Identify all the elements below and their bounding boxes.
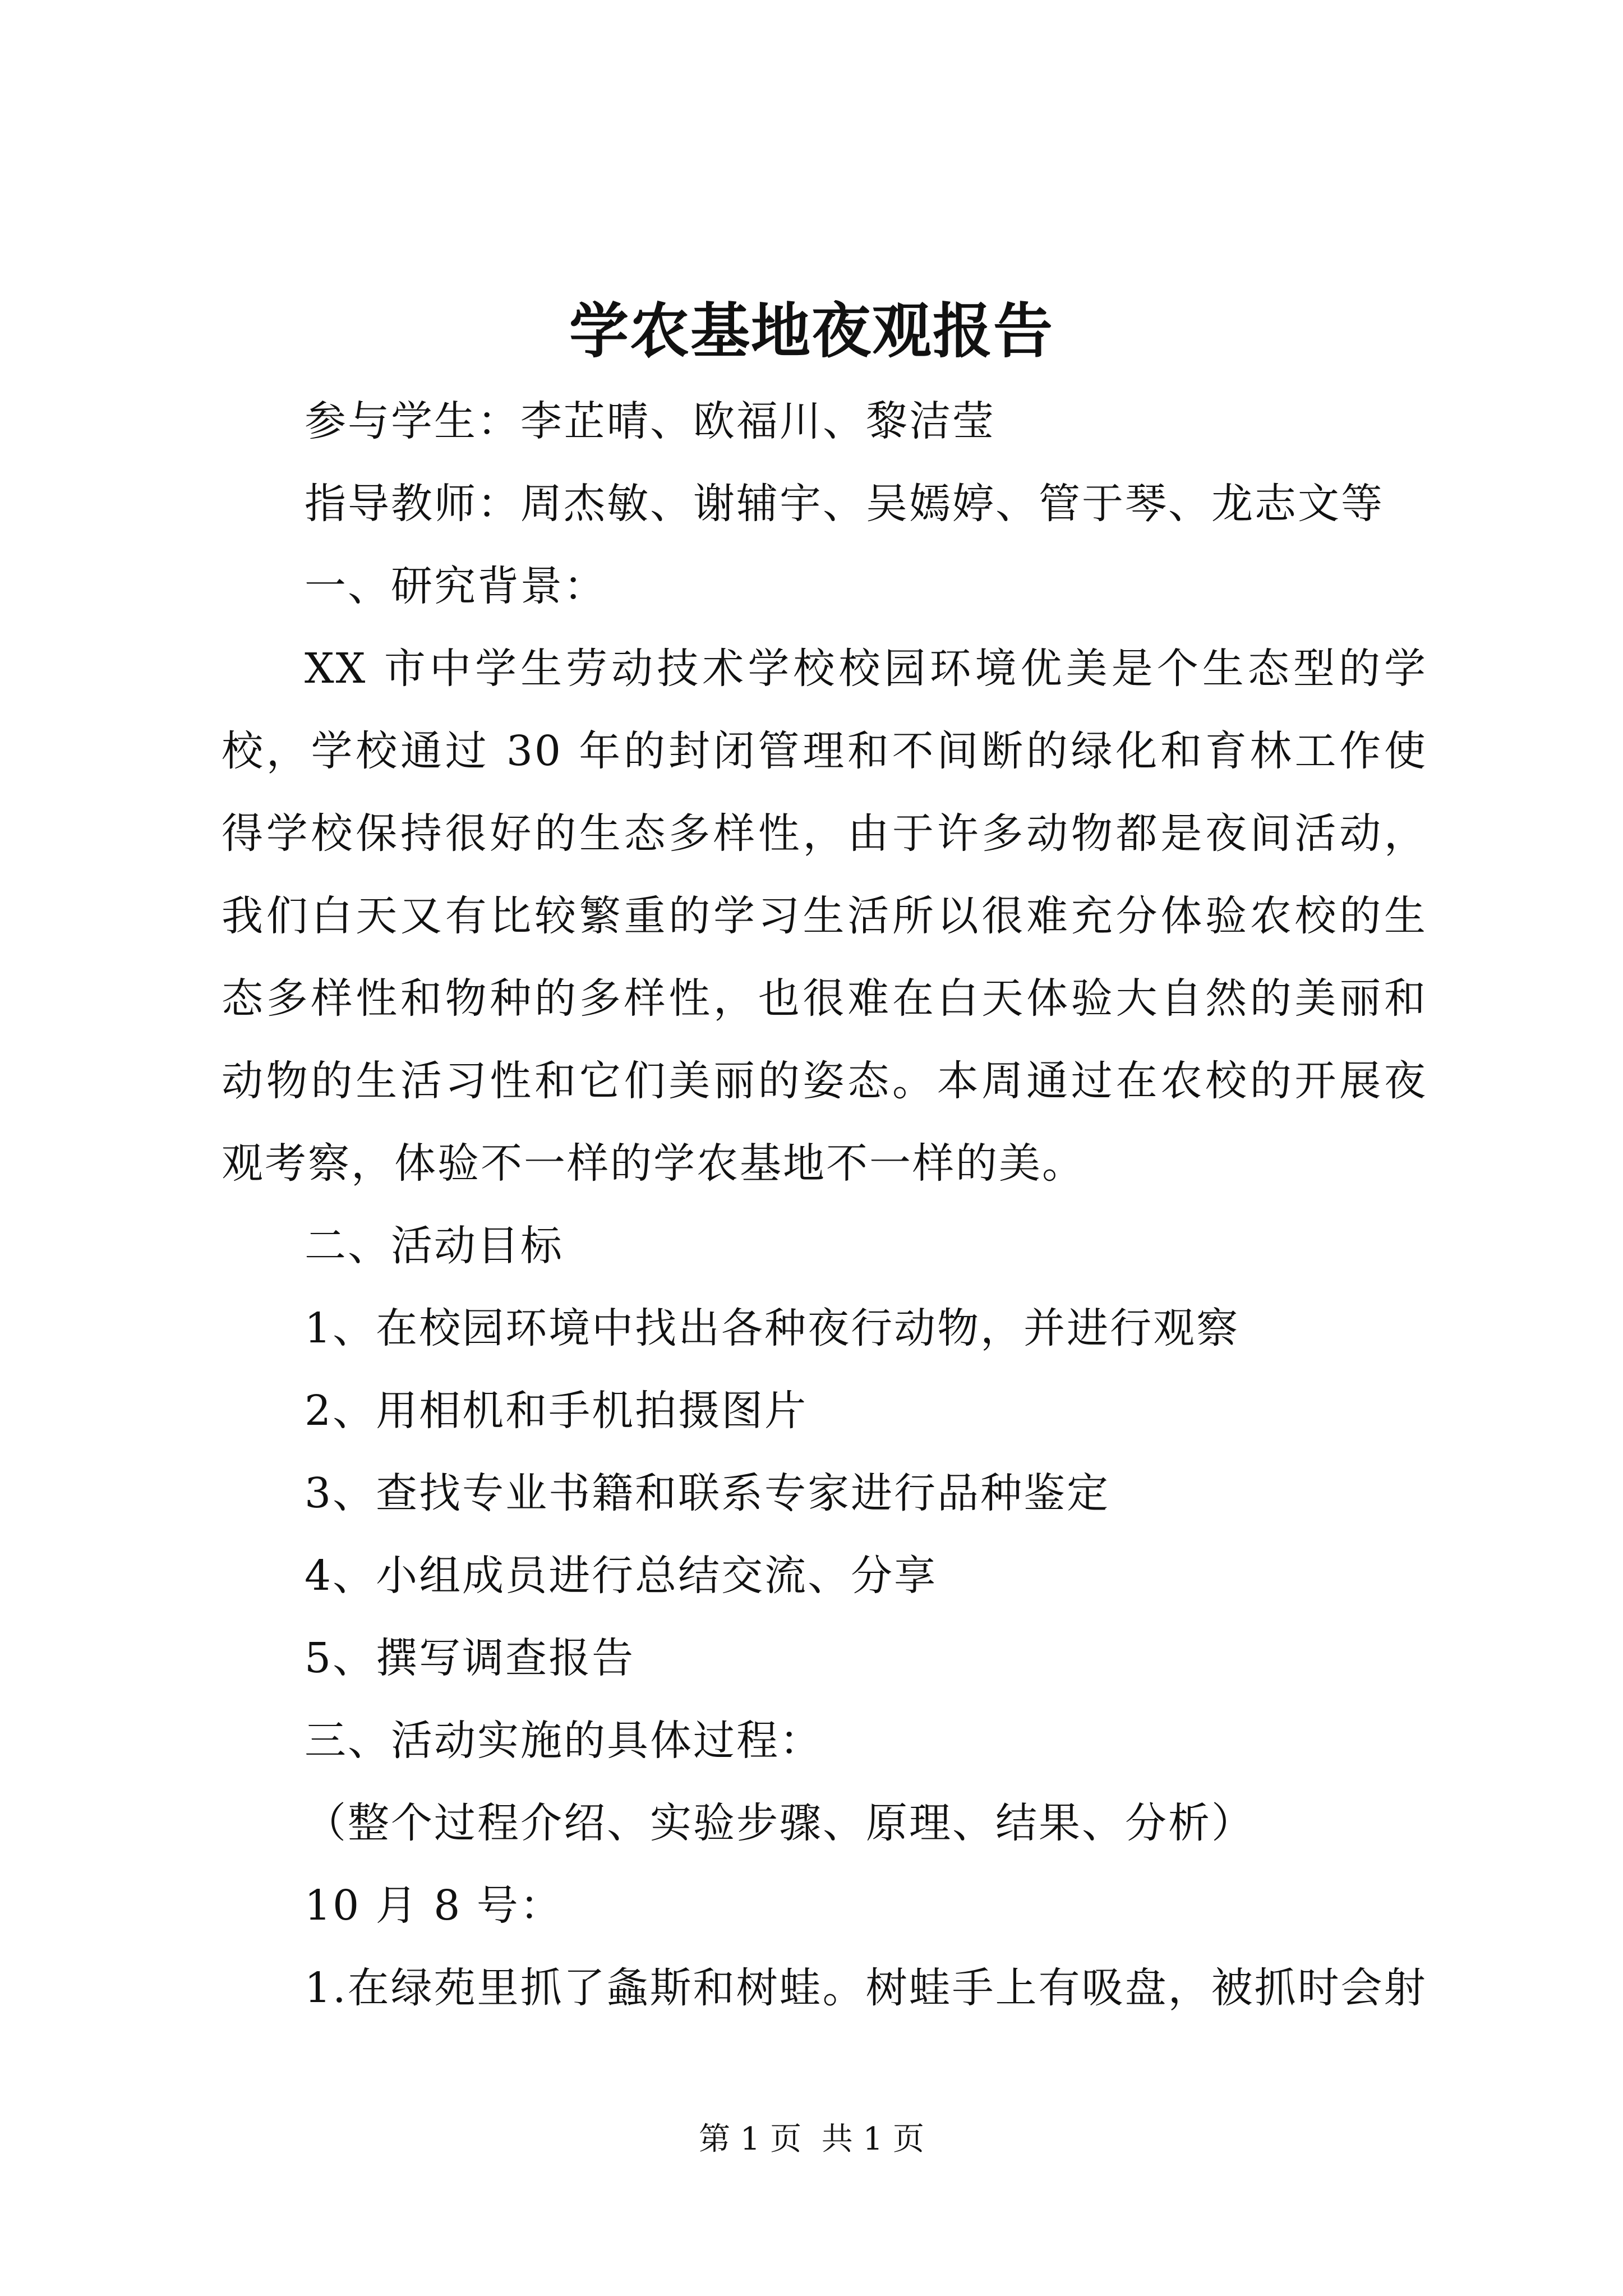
section-3-note: （整个过程介绍、实验步骤、原理、结果、分析） (305, 1799, 1255, 1847)
date-heading: 10 月 8 号： (305, 1881, 563, 1930)
page-indicator: 第 1 页 共 1 页 (698, 2121, 925, 2157)
section-2-heading: 二、活动目标 (305, 1222, 564, 1270)
section-1-paragraph: XX 市中学生劳动技术学校校园环境优美是个生态型的学校，学校通过 30 年的封闭管理和不间断的绿化和育林工作使得学校保持很好的生态多样性，由于许多动物都是夜间活动，我们白天又有比较繁重的学习生活所以很难充分体验农校的生态多样性和物种的多样性，也很难在白天体验大自然的美丽和动物的生活习性和它们美丽的姿态。本周通过在农校的开展夜观考察，体验不一样的学农基地不一样的美。 (222, 645, 1427, 1188)
section-3-heading: 三、活动实施的具体过程： (305, 1717, 823, 1765)
goal-item: 3、查找专业书籍和联系专家进行品种鉴定 (305, 1469, 1110, 1517)
observation-item: 1.在绿苑里抓了螽斯和树蛙。树蛙手上有吸盘，被抓时会射 (305, 1964, 1427, 2012)
teachers-line: 指导教师：周杰敏、谢辅宇、吴嫣婷、管于琴、龙志文等 (305, 480, 1384, 528)
document-title: 学农基地夜观报告 (569, 296, 1054, 366)
goal-item: 4、小组成员进行总结交流、分享 (305, 1552, 938, 1600)
document-body (222, 380, 1427, 2030)
participants-line: 参与学生：李芷晴、欧福川、黎洁莹 (305, 397, 995, 445)
goal-item: 5、撰写调查报告 (305, 1634, 635, 1682)
goal-item: 1、在校园环境中找出各种夜行动物，并进行观察 (305, 1304, 1240, 1352)
goal-item: 2、用相机和手机拍摄图片 (305, 1387, 808, 1435)
section-1-heading: 一、研究背景： (305, 562, 607, 610)
